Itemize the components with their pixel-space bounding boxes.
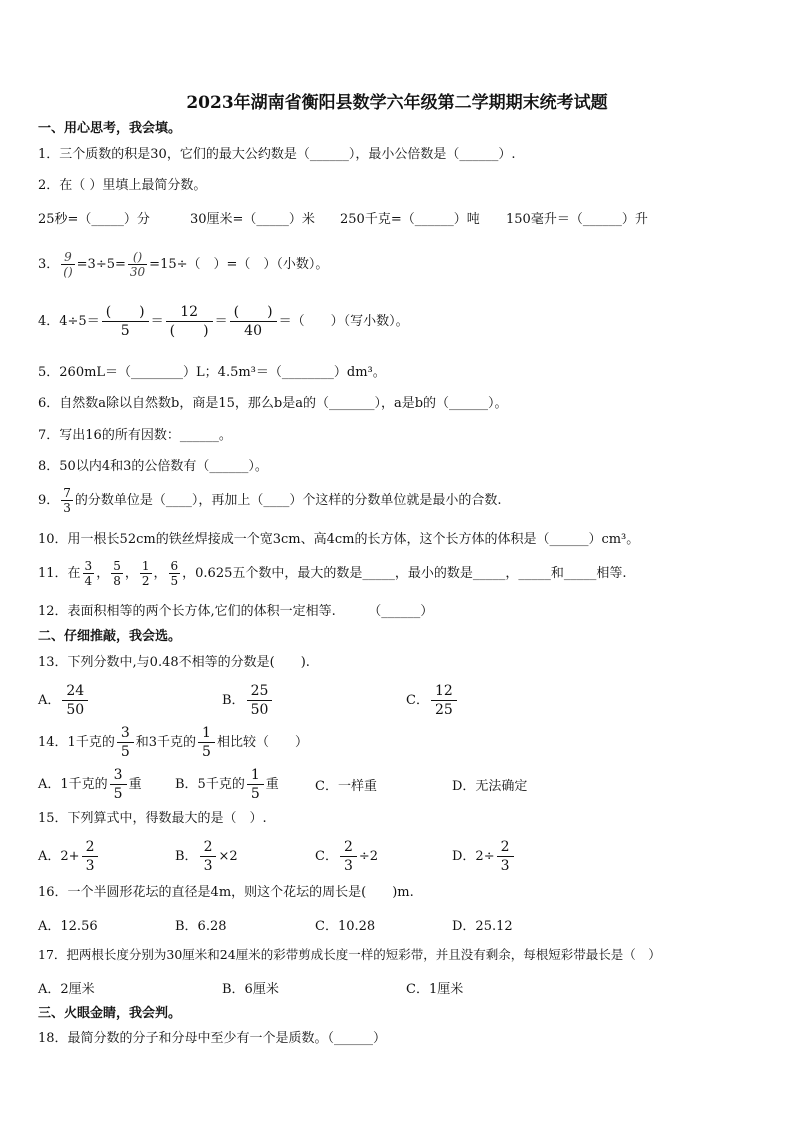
question-2d: 150毫升＝（______）升: [506, 212, 648, 227]
q16-option-d: D．25.12: [452, 919, 513, 934]
q13-a-numerator: 24: [66, 683, 85, 699]
q4-fraction-2: [166, 303, 213, 340]
q13-c-numerator: 12: [434, 683, 453, 699]
q3-f1-numerator: 9: [64, 250, 72, 264]
q14-option-a: [38, 766, 142, 803]
q14-b-tail: 重: [265, 777, 279, 792]
q11-sep-3: ，: [153, 566, 167, 581]
q11-f2-numerator: 5: [113, 559, 121, 573]
q11-f2-denominator: 8: [113, 574, 121, 588]
page-title: 2023年湖南省衡阳县数学六年级第二学期期末统考试题: [186, 93, 608, 113]
q15-b-numerator: 2: [203, 839, 213, 855]
q13-c-label: C．: [406, 693, 429, 708]
q3-tail: =15÷（ ）=（ ）（小数）。: [149, 257, 329, 272]
q11-tail: ，0.625五个数中，最大的数是_____，最小的数是_____，_____和_____相等.: [182, 566, 627, 581]
q15-b-fraction: [200, 838, 217, 875]
q15-option-d: [452, 838, 516, 875]
q17-option-b: B．6厘米: [222, 982, 279, 997]
question-16: 16．一个半圆形花坛的直径是4m，则这个花坛的周长是( )m.: [38, 885, 414, 900]
q16-option-b: B．6.28: [175, 919, 227, 934]
q15-c-text: C．: [315, 849, 338, 864]
q13-b-label: B．: [222, 693, 245, 708]
question-10: 10．用一根长52cm的铁丝焊接成一个宽3cm、高4cm的长方体，这个长方体的体积是（______）cm³。: [38, 532, 640, 547]
q13-b-denominator: 50: [247, 700, 273, 719]
q15-d-numerator: 2: [500, 839, 510, 855]
question-9: [38, 486, 502, 516]
question-13: 13．下列分数中,与0.48不相等的分数是( ).: [38, 655, 310, 670]
q14-a-fraction: [110, 766, 127, 803]
q13-option-b: [222, 682, 274, 719]
q11-fraction-2: [111, 559, 123, 588]
q4-tail: ＝（ ）（写小数）。: [278, 314, 409, 329]
q15-option-c: [315, 838, 378, 875]
q14-fraction-1: [117, 724, 134, 761]
section-1-heading: 一、用心思考，我会填。: [38, 121, 182, 136]
q14-a-numerator: 3: [113, 767, 123, 783]
question-4: [38, 302, 409, 342]
q15-b-tail: ×2: [218, 849, 238, 864]
q13-option-c: [406, 682, 459, 719]
q3-f2-numerator: (): [132, 250, 143, 264]
q16-option-c: C．10.28: [315, 919, 376, 934]
question-2b: 30厘米=（_____）米: [190, 212, 315, 227]
q14-b-numerator: 1: [250, 767, 260, 783]
q14-a-text: A．1千克的: [38, 777, 108, 792]
question-17: 17．把两根长度分别为30厘米和24厘米的彩带剪成长度一样的短彩带，并且没有剩余，每根短彩带最长是（ ）: [38, 947, 661, 962]
q13-c-fraction: [431, 682, 457, 719]
q14-text-a: 14．1千克的: [38, 735, 115, 750]
q14-f2-numerator: 1: [202, 725, 211, 741]
question-3: [38, 250, 328, 279]
q4-f1-numerator: ( ): [105, 304, 145, 320]
q15-c-fraction: [340, 838, 357, 875]
q9-denominator: 3: [63, 501, 71, 515]
q4-fraction-1: [102, 303, 149, 340]
q11-fraction-4: [169, 559, 181, 588]
question-5: 5．260mL＝（________）L；4.5m³＝（________）dm³。: [38, 365, 386, 380]
q14-a-tail: 重: [128, 777, 142, 792]
q3-fraction-1: [61, 250, 74, 279]
q17-option-c: C．1厘米: [406, 982, 464, 997]
q3-f1-denominator: (): [63, 265, 73, 279]
question-12: 12．表面积相等的两个长方体,它们的体积一定相等. （______）: [38, 604, 434, 619]
q9-number: 9．: [38, 493, 60, 508]
q14-b-fraction: [247, 766, 264, 803]
q14-f1-numerator: 3: [120, 725, 130, 741]
question-14: [38, 724, 308, 761]
q11-f3-numerator: 1: [141, 559, 150, 573]
q14-option-d: D．无法确定: [452, 779, 528, 794]
q14-text-b: 和3千克的: [135, 735, 197, 750]
q13-a-denominator: 50: [62, 700, 88, 719]
question-11: [38, 558, 627, 590]
q13-a-fraction: [62, 682, 88, 719]
q14-text-c: 相比较（ ）: [216, 735, 308, 750]
q15-option-a: [38, 838, 100, 875]
q4-f1-denominator: 5: [102, 321, 149, 340]
q15-a-fraction: [82, 838, 99, 875]
q13-c-denominator: 25: [431, 700, 457, 719]
question-6: 6．自然数a除以自然数b，商是15，那么b是a的（_______），a是b的（______）。: [38, 396, 508, 411]
question-2: 2．在（ ）里填上最简分数。: [38, 178, 207, 193]
q15-a-denominator: 3: [82, 856, 99, 875]
question-15: 15．下列算式中，得数最大的是（ ）.: [38, 811, 267, 826]
q11-f1-denominator: 4: [84, 574, 93, 588]
q14-f2-denominator: 5: [198, 742, 215, 761]
q15-d-text: D．2÷: [452, 849, 495, 864]
q4-f2-denominator: ( ): [166, 321, 213, 340]
question-2a: 25秒=（_____）分: [38, 212, 150, 227]
q4-equals-2: ＝: [214, 314, 228, 329]
q4-number: 4．4÷5＝: [38, 314, 100, 329]
q15-b-denominator: 3: [200, 856, 217, 875]
q3-fraction-2: [128, 250, 147, 279]
q11-sep-1: ，: [96, 566, 110, 581]
q15-a-numerator: 2: [85, 839, 95, 855]
q15-a-text: A．2+: [38, 849, 80, 864]
section-2-heading: 二、仔细推敲，我会选。: [38, 629, 182, 644]
q9-tail: 的分数单位是（____），再加上（____）个这样的分数单位就是最小的合数.: [74, 493, 502, 508]
q4-f2-numerator: 12: [180, 304, 199, 320]
q11-f3-denominator: 2: [141, 574, 150, 588]
q4-f3-numerator: ( ): [233, 304, 273, 320]
q3-middle: =3÷5=: [76, 257, 126, 272]
question-8: 8．50以内4和3的公倍数有（______）。: [38, 459, 268, 474]
q13-a-label: A．: [38, 693, 61, 708]
section-3-heading: 三、火眼金睛，我会判。: [38, 1006, 182, 1021]
q14-a-denominator: 5: [110, 784, 127, 803]
q14-fraction-2: [198, 724, 215, 761]
q9-fraction: [61, 486, 73, 515]
question-18: 18．最简分数的分子和分母中至少有一个是质数。（______）: [38, 1031, 387, 1046]
q13-option-a: [38, 682, 90, 719]
q15-b-text: B．: [175, 849, 198, 864]
q11-number: 11．在: [38, 566, 81, 581]
q14-option-b: [175, 766, 279, 803]
q11-fraction-3: [140, 559, 152, 588]
q13-b-numerator: 25: [250, 683, 269, 699]
q4-f3-denominator: 40: [230, 321, 277, 340]
question-1: 1．三个质数的积是30，它们的最大公约数是（______），最小公倍数是（______）.: [38, 147, 516, 162]
question-7: 7．写出16的所有因数：______。: [38, 428, 232, 443]
q15-c-denominator: 3: [340, 856, 357, 875]
q14-b-text: B．5千克的: [175, 777, 245, 792]
question-2c: 250千克=（______）吨: [340, 212, 480, 227]
q4-equals-1: ＝: [150, 314, 164, 329]
q3-number: 3．: [38, 257, 60, 272]
q11-fraction-1: [83, 559, 95, 588]
q11-f1-numerator: 3: [84, 559, 93, 573]
q15-option-b: [175, 838, 238, 875]
q16-option-a: A．12.56: [38, 919, 98, 934]
q11-f4-numerator: 6: [170, 559, 179, 573]
q14-option-c: C．一样重: [315, 779, 377, 794]
q11-f4-denominator: 5: [170, 574, 179, 588]
q15-d-fraction: [497, 838, 514, 875]
q11-sep-2: ，: [124, 566, 138, 581]
q17-option-a: A．2厘米: [38, 982, 95, 997]
q14-b-denominator: 5: [247, 784, 264, 803]
q9-numerator: 7: [63, 486, 71, 500]
q15-d-denominator: 3: [497, 856, 514, 875]
q14-f1-denominator: 5: [117, 742, 134, 761]
q4-fraction-3: [230, 303, 277, 340]
q15-c-tail: ÷2: [358, 849, 379, 864]
q13-b-fraction: [247, 682, 273, 719]
q15-c-numerator: 2: [343, 839, 353, 855]
q3-f2-denominator: 30: [129, 265, 146, 279]
